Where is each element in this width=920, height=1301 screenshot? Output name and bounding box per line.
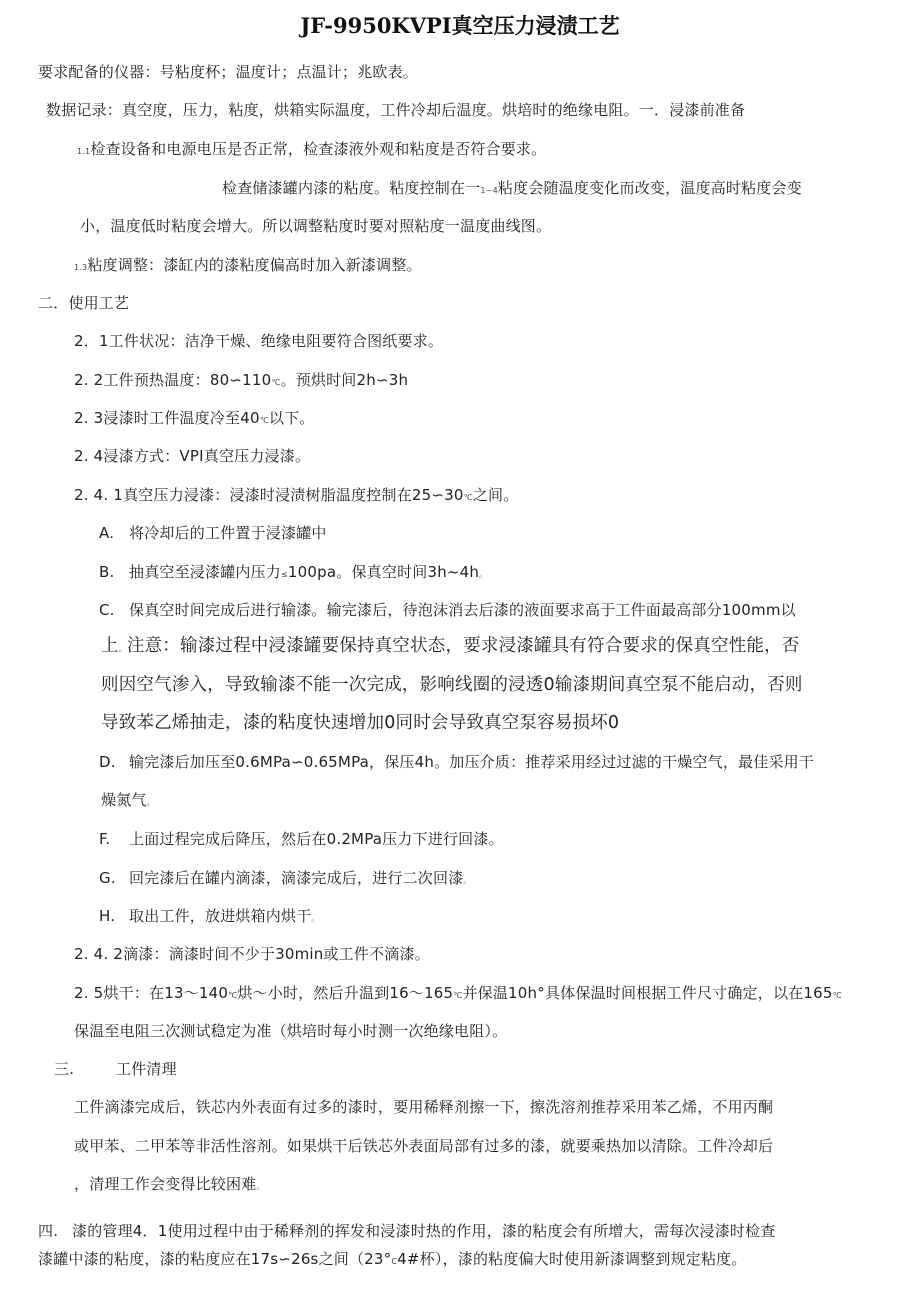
section-2-heading: 二．使用工艺 [38,294,130,312]
item-2-2 [74,370,408,393]
document-title: JF-9950KVPI真空压力浸渍工艺 [300,13,620,38]
step-h-small-period: 。 [311,914,320,923]
step-b-text-b: 100pa。保真空时间3h~4h [287,563,480,581]
step-d-line-1 [99,752,814,772]
item-2-2-text-b: 。预烘时间2h∽3h [280,371,409,389]
step-d-label: D. [99,753,116,771]
prep-item-1-3 [74,255,422,278]
prep-item-1-2 [222,178,802,201]
step-c-text-1: 保真空时间完成后进行输漆。输完漆后，待泡沫消去后漆的液面要求高于工件面最高部分100mm以 [129,601,796,619]
step-a-label: A. [99,524,115,542]
item-2-3 [74,408,315,431]
data-record-line: 数据记录：真空度，压力，粘度，烘箱实际温度，工件冷却后温度。烘培时的绝缘电阻。一．浸漆前准备 [46,101,746,119]
step-h-text: 取出工件，放进烘箱内烘干 [129,907,312,925]
prep-item-1-2-text-b: 粘度会随温度变化而改变，温度高时粘度会变 [497,179,802,197]
item-2-4-1-text-a: 2. 4. 1真空压力浸漆：浸漆时浸渍树脂温度控制在25∽30 [74,486,464,504]
section-4-text-1: 漆的管理4．1使用过程中由于稀释剂的挥发和浸漆时热的作用，漆的粘度会有所增大，需每次浸漆时检查 [72,1222,776,1240]
unit-celsius: ℃ [463,493,473,502]
prep-item-1-2-text-a: 检查储漆罐内漆的粘度。粘度控制在一 [222,179,481,197]
step-c-line-2 [101,634,800,661]
step-f-label: F. [99,830,111,848]
prep-item-1-1 [77,139,546,162]
step-c-small-period: 。 [118,644,127,653]
section-4-text-2b: 4#杯），漆的粘度偏大时使用新漆调整到规定粘度。 [397,1250,747,1268]
prep-item-1-2-continued: 小，温度低时粘度会增大。所以调整粘度时要对照粘度一温度曲线图。 [80,217,552,235]
section-4-text-2a: 漆罐中漆的粘度，漆的粘度应在17s∽26s之间（23° [38,1250,392,1268]
step-c-label: C. [99,601,115,619]
prep-item-1-1-text: 检查设备和电源电压是否正常，检查漆液外观和粘度是否符合要求。 [90,140,547,158]
step-d-line-2 [101,790,155,813]
step-c-text-2a: 上 [101,636,119,656]
step-b-period: 。 [479,570,488,579]
section-3-title: 工件清理 [116,1060,177,1078]
step-c-line-1 [99,600,796,620]
section-3-heading [54,1059,177,1079]
step-b [99,562,487,585]
unit-celsius: ℃ [259,416,269,425]
step-g-text: 回完漆后在罐内滴漆，滴漆完成后，进行二次回漆 [129,869,464,887]
step-b-text-a: 抽真空至浸漆罐内压力 [129,563,282,581]
unit-celsius: ℃ [271,378,281,387]
item-2-3-text-a: 2. 3浸漆时工件温度冷至40 [74,409,260,427]
item-2-5-text-c: 并保温10h°具体保温时间根据工件尺寸确定，以在165 [462,984,833,1002]
step-a-text: 将冷却后的工件置于浸漆罐中 [129,524,327,542]
item-2-5-line-1 [74,983,842,1006]
section-4-line-1 [38,1221,776,1241]
step-c-line-4: 导致苯乙烯抽走，漆的粘度快速增加0同时会导致真空泵容易损坏0 [101,713,620,733]
item-2-5-line-2: 保温至电阻三次测试稳定为准（烘培时每小时测一次绝缘电阻）。 [74,1022,508,1040]
instruments-line: 要求配备的仪器：号粘度杯；温度计；点温计；兆欧表。 [38,63,419,81]
step-h [99,906,320,929]
item-2-4: 2. 4浸漆方式：VPI真空压力浸漆。 [74,447,311,465]
step-d-text-2: 燥氮气 [101,791,147,809]
section-3-para-line-2: 或甲苯、二甲苯等非活性溶剂。如果烘干后铁芯外表面局部有过多的漆，就要乘热加以清除。工件冷却后 [74,1137,774,1155]
unit-celsius: ℃ [453,991,463,1000]
section-3-para-line-3-text: ，清理工作会变得比较困难 [74,1175,257,1193]
section-3-para-line-3 [74,1174,265,1197]
step-d-small-period: 。 [146,798,155,807]
item-2-3-text-b: 以下。 [268,409,315,427]
prep-item-1-1-number: 1.1 [77,147,91,156]
step-a [99,523,327,543]
unit-c: C [391,1257,398,1266]
unit-celsius: ℃ [832,991,842,1000]
step-f [99,829,504,849]
prep-item-1-3-text: 粘度调整：漆缸内的漆粘度偏高时加入新漆调整。 [87,256,422,274]
section-3-number: 三. [54,1060,75,1078]
step-c-text-2b: 注意：输漆过程中浸漆罐要保持真空状态，要求浸漆罐具有符合要求的保真空性能，否 [126,636,800,656]
step-g [99,868,472,891]
section-3-para-line-1: 工件滴漆完成后，铁芯内外表面有过多的漆时，要用稀释剂擦一下，擦洗溶剂推荐采用苯乙烯，不用丙酮 [74,1098,774,1116]
viscosity-range: 1~4 [480,186,498,195]
item-2-1: 2．1工件状况：洁净干燥、绝缘电阻要符合图纸要求。 [74,332,444,350]
step-g-label: G. [99,869,116,887]
item-2-4-1-text-b: 之间。 [472,486,519,504]
item-2-5-text-b: 烘～小时，然后升温到16～165 [237,984,454,1002]
item-2-5-text-a: 2. 5烘干：在13～140 [74,984,229,1002]
item-2-4-2: 2. 4. 2滴漆：滴漆时间不少于30min或工件不滴漆。 [74,945,430,963]
unit-celsius: ℃ [228,991,238,1000]
step-g-small-period: 。 [463,876,472,885]
section-4-number: 四. [38,1222,59,1240]
item-2-2-text-a: 2. 2工件预热温度：80∽110 [74,371,272,389]
less-equal-sign: ≤ [281,570,288,579]
step-b-label: B. [99,563,115,581]
prep-item-1-3-number: 1.3 [74,263,88,272]
step-d-text-1: 输完漆后加压至0.6MPa∽0.65MPa，保压4h。加压介质：推荐采用经过过滤的干燥空气，最佳采用干 [129,753,815,771]
section-4-line-2 [38,1249,747,1272]
step-c-line-3: 则因空气渗入，导致输漆不能一次完成，影响线圈的浸透0输漆期间真空泵不能启动，否则 [101,675,803,695]
item-2-4-1 [74,485,518,508]
step-f-text: 上面过程完成后降压，然后在0.2MPa压力下进行回漆。 [129,830,504,848]
section-3-small-period: 。 [256,1182,265,1191]
step-h-label: H. [99,907,116,925]
